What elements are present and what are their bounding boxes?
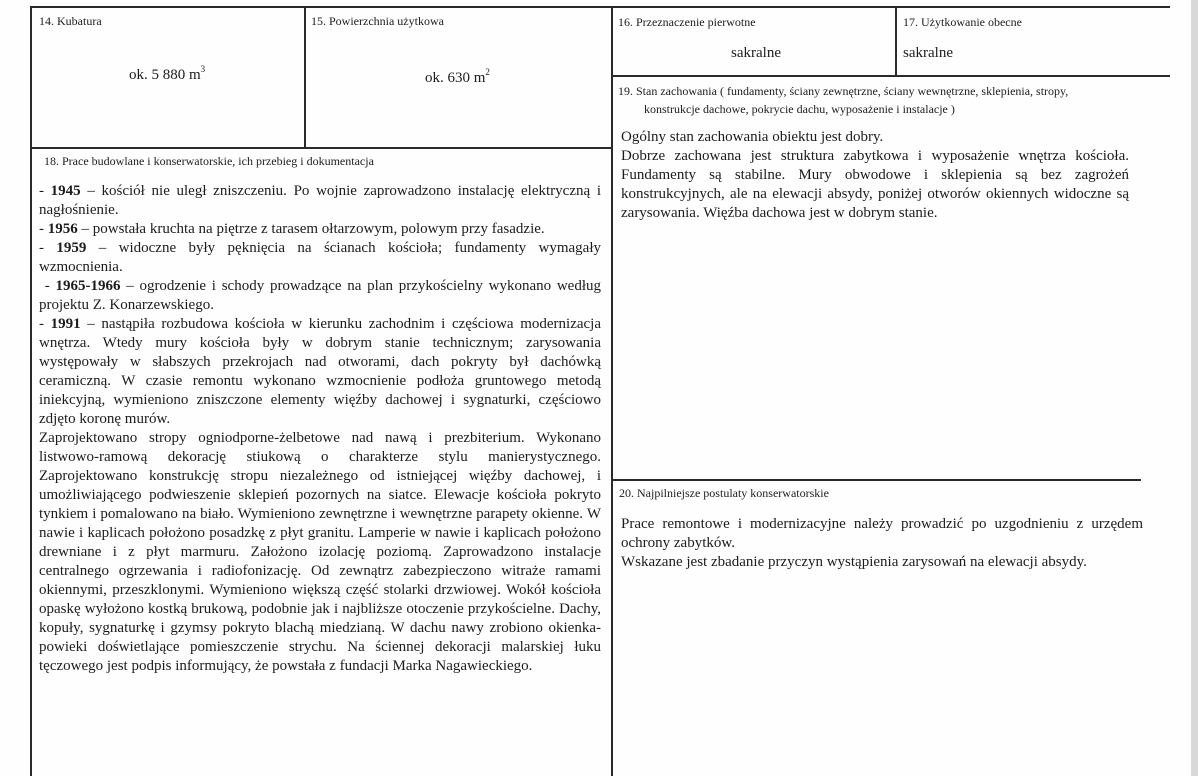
prace-entry-1991 — [39, 315, 601, 429]
stan-zachowania-title — [618, 82, 1158, 118]
przeznaczenie-value: sakralne — [731, 45, 781, 61]
divider-15-16 — [611, 6, 613, 776]
postulaty-paragraph-1: Prace remontowe i modernizacyjne należy prowadzić po uzgodnieniu z urzędem ochrony zabytków. — [621, 516, 1143, 551]
prace-entry-text: – powstała kruchta na piętrze z tarasem ołtarzowym, polowym przy fasadzie. — [77, 221, 545, 237]
kubatura-unit-exponent: 3 — [200, 64, 206, 74]
prace-entry-year: 1945 — [50, 183, 81, 199]
prace-entry-prefix: - — [39, 278, 56, 294]
prace-entry-1959 — [39, 239, 601, 277]
prace-entry-text: – kościół nie uległ zniszczeniu. Po wojnie zaprowadzono instalację elektryczną i nagłośnienie. — [39, 183, 601, 218]
prace-entry-year: 1956 — [47, 221, 78, 237]
rule-above-field-20 — [611, 479, 1141, 481]
prace-entry-text: – ogrodzenie i schody prowadzące na plan przykościelny wykonano według projektu Z. Konarzewskiego. — [39, 278, 601, 313]
prace-entry-1965-1966 — [39, 277, 601, 315]
postulaty-paragraph-2: Wskazane jest zbadanie przyczyn wystąpienia zarysowań na elewacji absydy. — [621, 554, 1087, 570]
powierzchnia-title: 15. Powierzchnia użytkowa — [311, 14, 444, 28]
uzytkowanie-value: sakralne — [903, 45, 953, 61]
uzytkowanie-title: 17. Użytkowanie obecne — [903, 15, 1022, 29]
top-border-line — [30, 6, 1170, 8]
postulaty-title: 20. Najpilniejsze postulaty konserwatorskie — [619, 486, 829, 500]
prace-entry-prefix: - — [39, 240, 57, 256]
powierzchnia-value — [425, 64, 490, 87]
prace-entry-prefix: - — [39, 221, 48, 237]
prace-entry-prefix: - — [39, 316, 51, 332]
prace-entry-year: 1991 — [50, 316, 81, 332]
powierzchnia-number: ok. 630 m — [425, 70, 486, 86]
stan-zachowania-paragraph-2: Dobrze zachowana jest struktura zabytkowa i wyposażenie wnętrza kościoła. Fundamenty są stabilne. Mury obwodowe i sklepienia są bez zagrożeń konstrukcyjnych, ale na elewacji absydy, poniżej otworów okiennych widoczne są zarysowania. Więźba dachowa jest w dobrym stanie. — [621, 148, 1129, 221]
kubatura-number: ok. 5 880 m — [129, 67, 201, 83]
powierzchnia-unit-exponent: 2 — [485, 67, 490, 77]
prace-entry-1945 — [39, 182, 601, 220]
prace-entry-prefix: - — [39, 183, 51, 199]
prace-budowlane-body — [39, 182, 601, 676]
prace-entry-year: 1959 — [56, 240, 87, 256]
divider-16-17 — [895, 6, 897, 76]
prace-entry-1956 — [39, 220, 601, 239]
stan-zachowania-body — [621, 128, 1129, 223]
kubatura-title: 14. Kubatura — [39, 14, 102, 28]
prace-entry-year: 1965-1966 — [55, 278, 121, 294]
left-border-line — [30, 6, 32, 776]
divider-14-15 — [304, 6, 306, 148]
prace-budowlane-title: 18. Prace budowlane i konserwatorskie, ich przebieg i dokumentacja — [44, 154, 374, 168]
prace-continuation: Zaprojektowano stropy ogniodporne-żelbetowe nad nawą i prezbiterium. Wykonano listwowo-ramową dekorację stiukową o charakterze stylu manierystycznego. Zaprojektowano konstrukcję stropu niezależnego od istniejącej więźby dachowej, i umożliwiającego podwieszenie sklepień pozornych na siatce. Elewacje kościoła pokryto tynkiem i pomalowano na biało. Wymieniono zewnętrzne i wewnętrzne parapety okienne. W nawie i kaplicach położono posadzkę z płyt granitu. Lamperie w nawie i kaplicach położono drewniane i z płyt marmuru. Założono izolację poziomą. Zaprowadzono instalacje centralnego ogrzewania i radiofonizację. Od zewnątrz zabezpieczono witraże ramami okiennymi, przeszklonymi. Wymieniono większą część stolarki drzwiowej. Wokół kościoła opaskę wyłożono kostką brukową, podobnie jak i najbliższe otoczenie przykościelne. Dachy, kopuły, sygnaturkę i gzymsy pokryto blachą miedzianą. W dachu nawy zrobiono okienka-powieki doświetlające pomieszczenie strychu. Na ściennej dekoracji malarskiej łuku tęczowego jest podpis informujący, że powstała z fundacji Marka Nagawieckiego. — [39, 430, 601, 674]
stan-zachowania-title-line-2: konstrukcje dachowe, pokrycie dachu, wyposażenie i instalacje ) — [644, 102, 955, 116]
scan-edge-shadow — [1191, 0, 1198, 776]
prace-entry-text: – widoczne były pęknięcia na ścianach kościoła; fundamenty wymagały wzmocnienia. — [39, 240, 602, 275]
stan-zachowania-paragraph-1: Ogólny stan zachowania obiektu jest dobry. — [621, 129, 884, 145]
postulaty-body — [621, 515, 1143, 572]
stan-zachowania-title-line-1: 19. Stan zachowania ( fundamenty, ściany zewnętrzne, ściany wewnętrzne, sklepienia, stropy, — [618, 84, 1069, 98]
rule-above-field-19 — [611, 75, 1170, 77]
prace-entry-text: – nastąpiła rozbudowa kościoła w kierunku zachodnim i częściowa modernizacja wnętrza. Wtedy mury kościoła były w dobrym stanie technicznym; zarysowania występowały w słabszych przekrojach nad otworami, dach pokryty był dachówką ceramiczną. W czasie remontu wykonano wzmocnienie podłoża gruntowego metodą iniekcyjną, wymieniono zniszczone elementy więźby dachowej i sygnaturki, częściowo zdjęto koronę murów. — [39, 316, 602, 427]
przeznaczenie-title: 16. Przeznaczenie pierwotne — [618, 15, 756, 29]
rule-above-field-18 — [30, 147, 613, 149]
kubatura-value — [129, 61, 205, 84]
